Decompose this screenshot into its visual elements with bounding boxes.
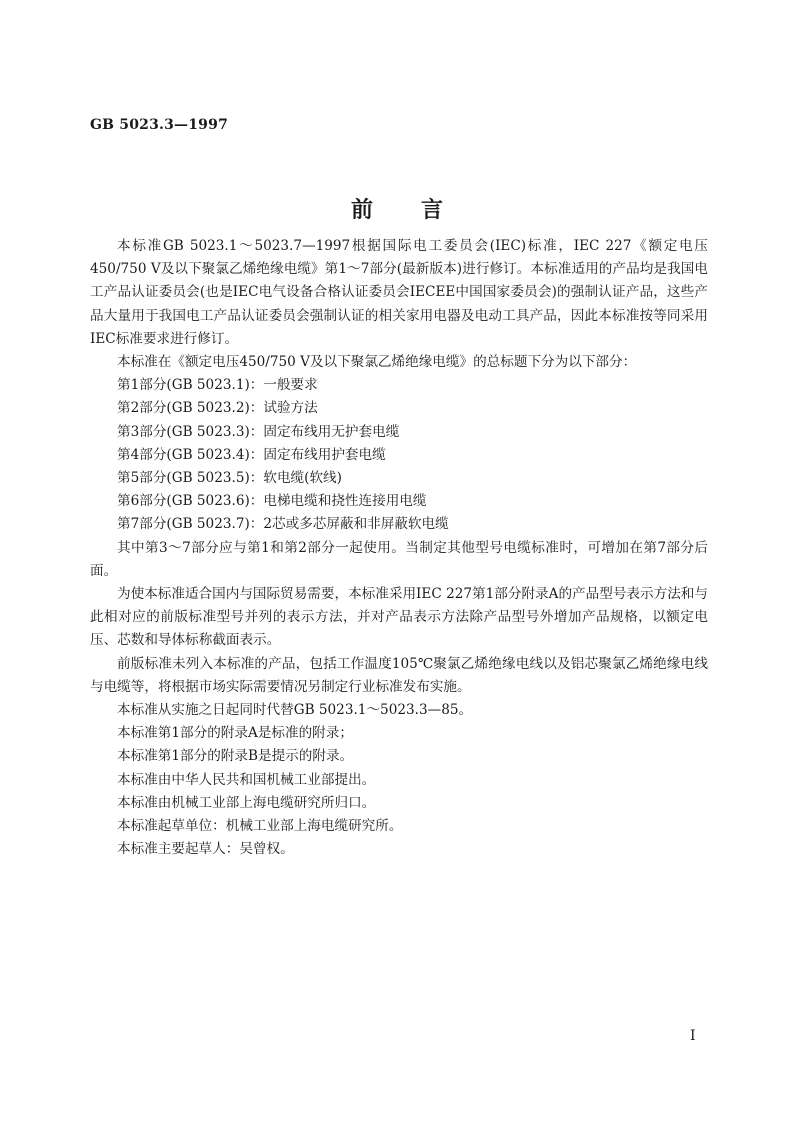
part-list-item: 第2部分(GB 5023.2)：试验方法 — [117, 400, 318, 417]
paragraph-usage: 其中第3～7部分应与第1和第2部分一起使用。当制定其他型号电缆标准时，可增加在第7部分后面。 — [90, 539, 708, 579]
part-list-item: 第1部分(GB 5023.1)：一般要求 — [117, 377, 318, 394]
page-title: 前言 — [350, 197, 491, 223]
part-list-item: 第6部分(GB 5023.6)：电梯电缆和挠性连接用电缆 — [117, 493, 427, 510]
part-list-item: 第4部分(GB 5023.4)：固定布线用护套电缆 — [117, 446, 386, 463]
paragraph-appendix-a: 本标准第1部分的附录A是标准的附录； — [117, 725, 353, 742]
paragraph-supersedes: 本标准从实施之日起同时代替GB 5023.1～5023.3—85。 — [117, 702, 473, 719]
paragraph-drafter: 本标准主要起草人：吴曾权。 — [117, 841, 294, 858]
standard-number: GB 5023.3—1997 — [90, 117, 229, 133]
foreword-body — [90, 235, 708, 861]
paragraph-intro: 本标准GB 5023.1～5023.7—1997根据国际电工委员会(IEC)标准，IEC 227《额定电压450/750 V及以下聚氯乙烯绝缘电缆》第1～7部分(最新版本)进行修订。本标准适用的产品均是我国电工产品认证委员会(也是IEC电气设备合格认证委员会IECEE中国国家委员会)的强制认证产品，这些产品大量用于我国电工产品认证委员会强制认证的相关家用电器及电动工具产品，因此本标准按等同采用IEC标准要求进行修订。 — [90, 238, 708, 347]
paragraph-administered-by: 本标准由机械工业部上海电缆研究所归口。 — [117, 794, 376, 811]
part-list-item: 第3部分(GB 5023.3)：固定布线用无护套电缆 — [117, 423, 400, 440]
paragraph-drafting-unit: 本标准起草单位：机械工业部上海电缆研究所。 — [117, 818, 403, 835]
page-number: I — [690, 1028, 696, 1044]
paragraph-proposed-by: 本标准由中华人民共和国机械工业部提出。 — [117, 771, 376, 788]
paragraph-model-notation: 为使本标准适合国内与国际贸易需要，本标准采用IEC 227第1部分附录A的产品型号表示方法和与此相对应的前版标准型号并列的表示方法，并对产品表示方法除产品型号外增加产品规格，以额定电压、芯数和导体标称截面表示。 — [90, 586, 708, 649]
paragraph-appendix-b: 本标准第1部分的附录B是提示的附录。 — [117, 748, 354, 765]
paragraph-excluded-products: 前版标准未列入本标准的产品，包括工作温度105℃聚氯乙烯绝缘电线以及铝芯聚氯乙烯绝缘电线与电缆等，将根据市场实际需要情况另制定行业标准发布实施。 — [90, 655, 708, 695]
part-list-item: 第7部分(GB 5023.7)：2芯或多芯屏蔽和非屏蔽软电缆 — [117, 516, 449, 533]
paragraph-parts-heading: 本标准在《额定电压450/750 V及以下聚氯乙烯绝缘电缆》的总标题下分为以下部分： — [117, 354, 637, 371]
part-list-item: 第5部分(GB 5023.5)：软电缆(软线) — [117, 470, 342, 487]
